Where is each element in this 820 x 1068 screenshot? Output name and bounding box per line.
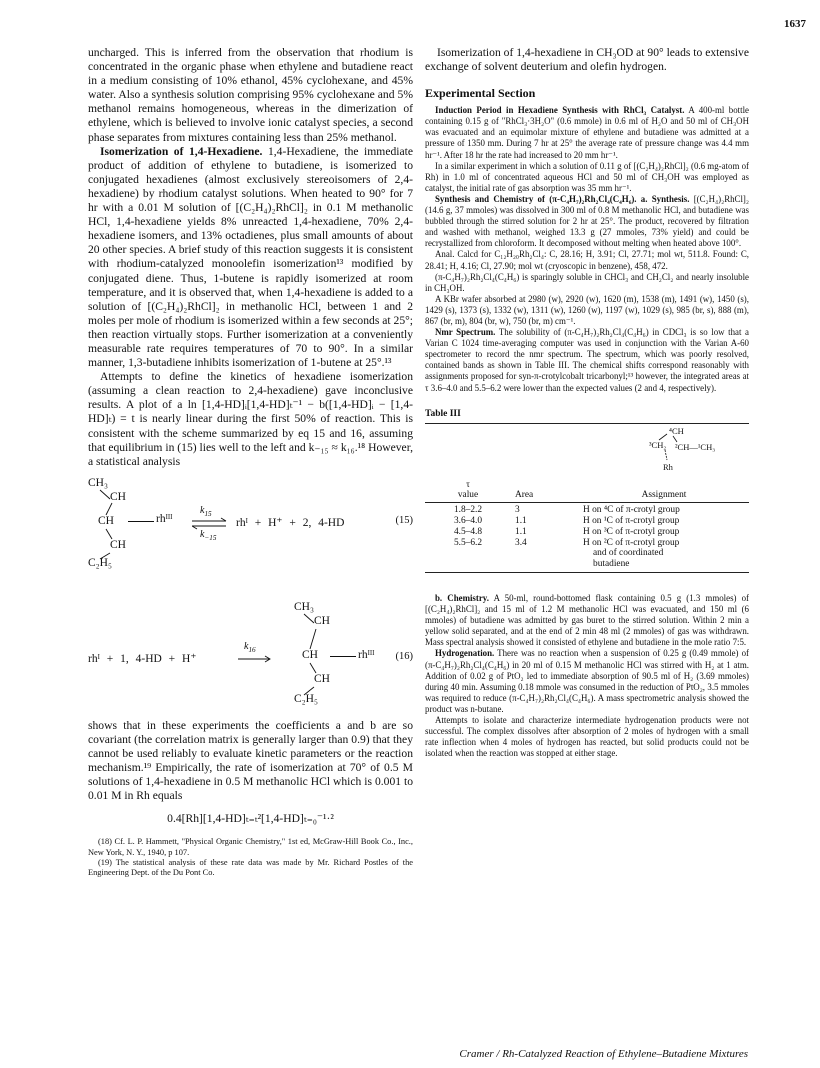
left-column (88, 46, 413, 878)
equation-15 (88, 477, 413, 597)
eq15-ch-low: CH (110, 538, 126, 551)
synthesis-paragraph: Synthesis and Chemistry of (π-C₄H₇)₂Rh₂Cl₄(C₄H₆). a. Synthesis. [(C₂H₄)₂RhCl]₂ (14.6 g, 37 mmoles) was dissolved in 300 ml of 0.8 M methanolic HCl, and butadiene was bubbled through the stirred solution for 2 hr at 25°. The product, recovered by filtration and washed with methanol, weighed 13.3 g (27 mmoles, 73% yield) and could be recrystallized from chloroform. It decomposed without melting when heated above 100°. (425, 193, 749, 249)
reaction-arrow-icon (238, 654, 272, 664)
eq15-c2h5: C₂H₅ (88, 556, 112, 569)
page-number: 1637 (784, 18, 806, 30)
synthesis-heading: Synthesis and Chemistry of (π-C₄H₇)₂Rh₂Cl₄(C₄H₆). a. Synthesis. (435, 193, 690, 204)
eq16-c2h5: C₂H₅ (294, 692, 318, 705)
row-value: 5.5–6.2 (453, 537, 483, 548)
induction-paragraph: Induction Period in Hexadiene Synthesis with RhCl₃ Catalyst. A 400-ml bottle containing 0.15 g of "RhCl₃·3H₂O" (0.6 mmole) in 0.6 ml of H₂O and 50 ml of CH₃OH was evacuated and an equimolar mixture of ethylene and butadiene was admitted at a pressure of 1350 mm. During 7 hr at 25° the average rate of pressure change was 4.4 mm hr⁻¹. After 18 hr the rate had increased to 20 mm hr⁻¹. (425, 105, 749, 160)
running-footer: Cramer / Rh-Catalyzed Reaction of Ethylene–Butadiene Mixtures (459, 1048, 748, 1060)
isomerization-heading: Isomerization of 1,4-Hexadiene. (100, 144, 263, 158)
hydrogenation-heading: Hydrogenation. (435, 648, 495, 659)
isomerization-text: 1,4-Hexadiene, the immediate product of addition of ethylene to butadiene, is isomerized to conjugated hexadienes (almost exclusively stereoisomers of 2,4-hexadiene) by rhodium catalyst solutions. When heated to 90° for 7 hr with a 0.01 M solution of [(C₂H₄)₂RhCl]₂ in 0.1 M methanolic HCl, 1,4-hexadiene yields 8% unreacted 1,4-hexadiene, 70% 2,4-hexadiene isomers, and 13% octadienes, plus small amounts of about 20 other species. A brief study of this reaction suggests it is consistent with rhodium-catalyzed monoolefin isomerization¹³ modified by conjugated diene. Thus, 1-butene is rapidly isomerized at room temperature, and it is observed that, when 1,4-hexadiene is added to a solution of [(C₂H₄)₂RhCl]₂ in methanolic HCl, between 1 and 2 moles per mole of rhodium is isomerized within a few seconds at 25°; then reaction virtually stops. Further isomerization at a conveniently measurable rate requires temperatures of 70 to 90°. In a similar manner, 1,3-butadiene inhibits isomerization of 1-butene at 25°.¹³ (88, 144, 413, 370)
eq15-bonds-svg (88, 477, 148, 577)
structure-ch2: ³CH₂ (649, 439, 667, 450)
eq15-k-forward: $k_{15}$ (200, 504, 212, 518)
eq16-bonds-svg (292, 601, 352, 711)
eq16-reactants: rhᴵ + 1, 4-HD + H⁺ (88, 652, 197, 665)
experimental-section-title: Experimental Section (425, 86, 536, 101)
eq15-products: rhᴵ + H⁺ + 2, 4-HD (236, 516, 345, 529)
eq15-k-reverse: $k_{-15}$ (200, 528, 217, 542)
equation-16 (88, 601, 413, 719)
nmr-paragraph: Nmr Spectrum. The solubility of (π-C₄H₇)₂Rh₂Cl₄(C₄H₆) in CDCl₃ is so low that a Varian C 1024 time-averaging computer was used in conjunction with the Varian A-60 spectrometer to record the nmr spectrum. The spectrum, which was poorly resolved, contained bands as shown in Table III. The chemical shifts correspond reasonably with assignments proposed for syn-π-crotylcobalt tricarbonyl;¹³ however, the integrated areas at τ 3.6–4.0 and 5.5–6.2 were lower than the expected values (2 and 4, respectively). (425, 327, 749, 393)
chemistry-paragraph: b. Chemistry. A 50-ml, round-bottomed flask containing 0.5 g (1.3 mmoles) of [(C₂H₄)₂RhCl]₂ and 15 ml of 1.2 M methanolic HCl was evacuated, and 150 ml (6 mmoles) of butadiene was admitted by gas buret to the stirred solution. Within 2 min a yellow solid separated, and at the end of 2 min 48 ml (2 mmoles) of gas was withdrawn. Mass spectral analysis showed it consisted of ethylene and butadiene in the mole ratio 7:5. (425, 593, 750, 648)
table-row-continued (425, 559, 749, 570)
row-assignment-extra-2: butadiene (593, 559, 630, 570)
row-assignment: H on ²C of π-crotyl group (583, 537, 680, 548)
solubility-paragraph: (π-C₄H₇)₂Rh₂Cl₄(C₄H₆) is sparingly soluble in CHCl₃ and CH₂Cl₂ and nearly insoluble in CH₃OH. (425, 271, 749, 293)
row-area: 1.1 (515, 516, 527, 527)
nmr-heading: Nmr Spectrum. (435, 327, 496, 338)
row-assignment: H on ⁴C of π-crotyl group (583, 505, 680, 516)
row-assignment-extra-1: and of coordinated (593, 548, 664, 559)
eq15-ch: CH (110, 490, 126, 503)
row-area: 3 (515, 505, 520, 516)
eq16-ch-low: CH (314, 672, 330, 685)
eq15-number: (15) (395, 514, 413, 526)
eq16-ch3: CH₃ (294, 600, 314, 613)
row-value: 1.8–2.2 (453, 505, 483, 516)
table-bottom-rule (425, 572, 749, 573)
header-assignment: Assignment (641, 490, 687, 501)
kbr-paragraph: A KBr wafer absorbed at 2980 (w), 2920 (w), 1620 (m), 1538 (m), 1491 (w), 1450 (s), 1429 (s), 1373 (s), 1332 (w), 1311 (w), 1260 (w), 1197 (w), 1029 (s), 985 (br, s), 888 (m), 867 (br, m), 804 (br, w), 750 (br, m) cm⁻¹. (425, 293, 749, 326)
chemistry-heading: b. Chemistry. (435, 593, 489, 603)
table-row (425, 527, 749, 538)
left-paragraph-1: uncharged. This is inferred from the observation that rhodium is concentrated in the organic phase when ethylene and butadiene react in a medium consisting of 10% ethanol, 45% cyclohexane, and 45% water. Also a synthesis solution comprising 95% cyclohexane and 5% methanol remains homogeneous, whereas in the dimerization of ethylene, which is believed to involve ionic catalyst species, a second phase separates from mixtures containing less than 25% methanol. (88, 46, 413, 144)
header-tau: τ (466, 479, 470, 490)
eq16-rh3: rhᴵᴵᴵ (358, 648, 375, 661)
right-paragraph-1: Isomerization of 1,4-hexadiene in CH₃OD at 90° leads to extensive exchange of solvent deuterium and olefin hydrogen. (425, 46, 749, 74)
table-row (425, 505, 749, 516)
right-column (425, 46, 749, 759)
table-header-rule (425, 502, 749, 503)
table-row-continued (425, 548, 749, 559)
header-area: Area (515, 490, 534, 501)
left-paragraph-3: Attempts to define the kinetics of hexadiene isomerization (assuming a clean reaction to 2,4-hexadiene) gave inconclusive results. A plot of a ln [1,4-HD]ᵢ[1,4-HD]ₜ⁻¹ − b([1,4-HD]ᵢ − [1,4-HD]ₜ) = t is nearly linear during the first 50% of reaction. This is consistent with the scheme summarized by eq 15 and 16, assuming that equilibrium in (15) lies well to the left and k₋₁₅ ≈ k₁₆.¹⁸ However, a statistical analysis (88, 370, 413, 468)
footnote-18: (18) Cf. L. P. Hammett, "Physical Organic Chemistry," 1st ed, McGraw-Hill Book Co., Inc., New York, N. Y., 1940, p 107. (88, 837, 413, 857)
row-assignment: H on ³C of π-crotyl group (583, 526, 680, 537)
hydrogenation-paragraph: Hydrogenation. There was no reaction when a suspension of 0.25 g (0.49 mmole) of (π-C₄H₇)₂Rh₂Cl₄(C₄H₆) in 20 ml of 0.15 M methanolic HCl was stirred with H₂ at 1 atm. Addition of 0.02 g of PtO₂ led to immediate absorption of 90.5 ml of H₂ (3.69 mmoles) during 40 min. Assuming 0.18 mmole was consumed in the reduction of PtO₂, 3.5 mmoles was required to reduce (π-C₄H₇)₂Rh₂Cl₄(C₄H₆). A mass spectrometric analysis showed the product was n-butane. (425, 648, 749, 714)
table-row (425, 538, 749, 549)
row-assignment: H on ¹C of π-crotyl group (583, 516, 680, 527)
similar-paragraph: In a similar experiment in which a solution of 0.11 g of [(C₂H₄)₂RhCl]₂ (0.6 mg-atom of Rh) in 1.0 ml of concentrated aqueous HCl and 50 ml of CH₃OH was employed as catalyst, the initial rate of gas absorption was 35 mm hr⁻¹. (425, 160, 749, 193)
left-paragraph-2 (88, 145, 413, 371)
footnote-19: (19) The statistical analysis of these rate data was made by Mr. Richard Postles of the Engineering Dept. of the Du Pont Co. (88, 857, 413, 877)
structure-ch-right: ²CH—¹CH₃ (675, 441, 716, 452)
eq15-ch-mid: CH (98, 514, 114, 527)
table-caption: Table III (425, 408, 461, 419)
attempts-paragraph: Attempts to isolate and characterize intermediate hydrogenation products were not successful. The complex dissolves after absorption of 2 moles of hydrogen with a small rate inflection when 4 moles of hydrogen has reacted, but solid products could not be isolated when the reaction was stopped at either stage. (425, 715, 749, 759)
rate-equation: 0.4[Rh][1,4-HD]ₜ₌ₜ²[1,4-HD]ₜ₌₀⁻¹·² (167, 812, 334, 826)
anal-paragraph: Anal. Calcd for C₁₂H₂₀Rh₂Cl₄: C, 28.16; H, 3.91; Cl, 27.71; mol wt, 511.8. Found: C, 28.41; H, 4.16; Cl, 27.90; mol wt (cryoscopic in benzene), 458, 472. (425, 249, 749, 271)
eq15-ch3: CH₃ (88, 476, 108, 489)
left-paragraph-4: shows that in these experiments the coefficients a and b are so covariant (the correlation matrix is generally larger than 0.9) that they cannot be used reliably to evaluate kinetic parameters or the reaction mechanism.¹⁹ Empirically, the rate of isomerization at 70° of 0.5 M solutions of 1,4-hexadiene in 0.5 M methanolic HCl which is 0.001 to 0.01 M in Rh equals (88, 718, 413, 803)
table-header-row (425, 490, 749, 501)
row-value: 3.6–4.0 (453, 516, 483, 527)
table-header-tau-row (425, 480, 749, 491)
structure-bonds-svg (647, 424, 697, 464)
crotyl-structure (425, 424, 749, 480)
eq16-ch: CH (314, 614, 330, 627)
table-row (425, 516, 749, 527)
induction-heading: Induction Period in Hexadiene Synthesis with RhCl₃ Catalyst. (435, 105, 685, 116)
row-area: 3.4 (515, 537, 527, 548)
row-value: 4.5–4.8 (453, 526, 483, 537)
row-area: 1.1 (515, 526, 527, 537)
structure-ch: ⁴CH (669, 425, 684, 436)
eq16-ch-mid: CH (302, 648, 318, 661)
eq16-number: (16) (395, 650, 413, 662)
structure-rh: Rh (663, 461, 673, 472)
header-value: value (457, 490, 479, 501)
eq16-k: $k_{16}$ (244, 640, 256, 654)
nmr-table (425, 480, 749, 570)
eq15-rh3: rhᴵᴵᴵ (156, 512, 173, 525)
